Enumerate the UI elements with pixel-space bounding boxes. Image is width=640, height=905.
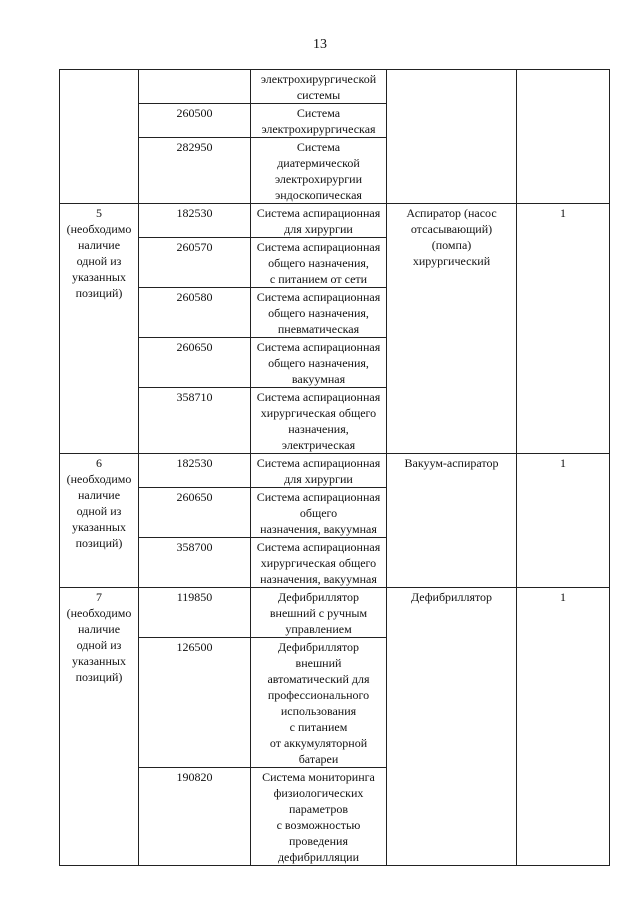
code-cell: 358710	[139, 388, 251, 454]
code-cell: 182530	[139, 204, 251, 238]
position-cell: 5 (необходимо наличие одной из указанных позиций)	[60, 204, 139, 454]
code-cell: 260650	[139, 488, 251, 538]
code-cell	[139, 70, 251, 104]
code-cell: 260500	[139, 104, 251, 138]
name-cell: Система аспирационная общего назначения, вакуумная	[251, 338, 387, 388]
position-cell	[60, 70, 139, 204]
qty-cell: 1	[517, 588, 610, 866]
code-cell: 182530	[139, 454, 251, 488]
equipment-table	[59, 69, 610, 866]
code-cell: 119850	[139, 588, 251, 638]
name-cell: Система аспирационная хирургическая общего назначения, электрическая	[251, 388, 387, 454]
code-cell: 282950	[139, 138, 251, 204]
qty-cell: 1	[517, 454, 610, 588]
page-number: 13	[313, 37, 327, 52]
table-row	[60, 588, 610, 638]
code-cell: 260570	[139, 238, 251, 288]
qty-cell: 1	[517, 204, 610, 454]
qty-cell	[517, 70, 610, 204]
code-cell: 260650	[139, 338, 251, 388]
name-cell: электрохирургической системы	[251, 70, 387, 104]
code-cell: 358700	[139, 538, 251, 588]
name-cell: Система аспирационная общего назначения, вакуумная	[251, 488, 387, 538]
name-cell: Система аспирационная общего назначения, с питанием от сети	[251, 238, 387, 288]
name-cell: Дефибриллятор внешний автоматический для профессионального использования с питанием от аккумуляторной батареи	[251, 638, 387, 768]
name-cell: Система электрохирургическая	[251, 104, 387, 138]
name-cell: Система аспирационная для хирургии	[251, 454, 387, 488]
item-cell: Аспиратор (насос отсасывающий) (помпа) хирургический	[387, 204, 517, 454]
table-row	[60, 204, 610, 238]
name-cell: Система аспирационная хирургическая общего назначения, вакуумная	[251, 538, 387, 588]
item-cell: Дефибриллятор	[387, 588, 517, 866]
item-cell	[387, 70, 517, 204]
name-cell: Дефибриллятор внешний с ручным управлением	[251, 588, 387, 638]
name-cell: Система мониторинга физиологических параметров с возможностью проведения дефибрилляции	[251, 768, 387, 866]
table-row	[60, 70, 610, 104]
table-row	[60, 454, 610, 488]
name-cell: Система аспирационная общего назначения, пневматическая	[251, 288, 387, 338]
item-cell: Вакуум-аспиратор	[387, 454, 517, 588]
name-cell: Система диатермической электрохирургии эндоскопическая	[251, 138, 387, 204]
code-cell: 126500	[139, 638, 251, 768]
code-cell: 190820	[139, 768, 251, 866]
position-cell: 6 (необходимо наличие одной из указанных позиций)	[60, 454, 139, 588]
code-cell: 260580	[139, 288, 251, 338]
name-cell: Система аспирационная для хирургии	[251, 204, 387, 238]
position-cell: 7 (необходимо наличие одной из указанных позиций)	[60, 588, 139, 866]
